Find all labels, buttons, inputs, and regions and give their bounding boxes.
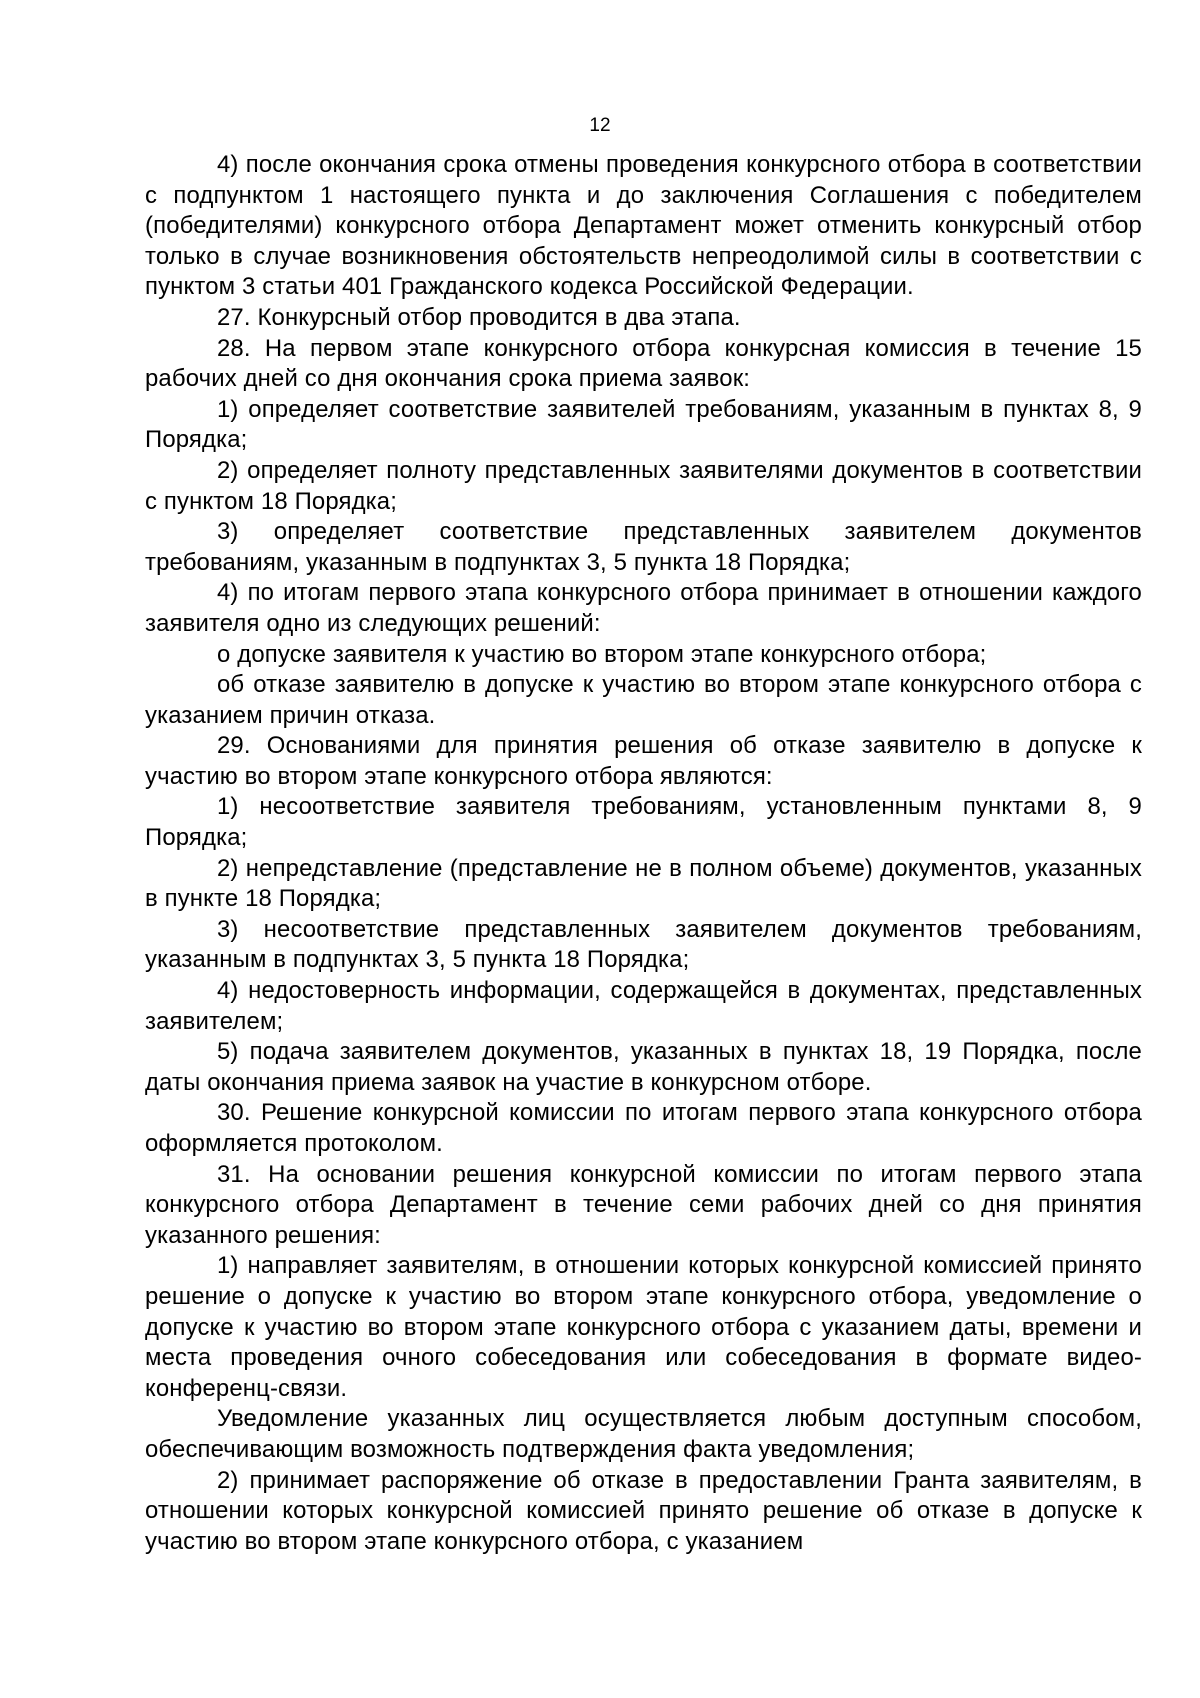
paragraph-31-notification: Уведомление указанных лиц осуществляется любым доступным способом, обеспечивающим возможность подтверждения факта уведомления; [145,1405,1142,1463]
document-body [145,150,1142,1557]
paragraph-28-item-3: 3) определяет соответствие представленных заявителем документов требованиям, указанным в подпунктах 3, 5 пункта 18 Порядка; [145,518,1142,576]
paragraph-30: 30. Решение конкурсной комиссии по итогам первого этапа конкурсного отбора оформляется протоколом. [145,1099,1142,1157]
paragraph-31-item-1: 1) направляет заявителям, в отношении которых конкурсной комиссией принято решение о допуске к участию во втором этапе конкурсного отбора, уведомление о допуске к участию во втором этапе конкурсного отбора с указанием даты, времени и места проведения очного собеседования или собеседования в формате видео-конференц-связи. [145,1252,1142,1402]
paragraph-28-item-2: 2) определяет полноту представленных заявителями документов в соответствии с пунктом 18 Порядка; [145,456,1142,515]
paragraph-27: 27. Конкурсный отбор проводится в два этапа. [217,303,741,331]
page-number: 12 [589,115,611,136]
paragraph-31-item-2: 2) принимает распоряжение об отказе в предоставлении Гранта заявителям, в отношении которых конкурсной комиссией принято решение об отказе в допуске к участию во втором этапе конкурсного отбора, с указанием [145,1466,1142,1555]
paragraph-28-item-1: 1) определяет соответствие заявителей требованиям, указанным в пунктах 8, 9 Порядка; [145,395,1142,454]
paragraph-29-item-3: 3) несоответствие представленных заявителем документов требованиям, указанным в подпунктах 3, 5 пункта 18 Порядка; [145,915,1142,974]
paragraph-28-decision-admit: о допуске заявителя к участию во втором этапе конкурсного отбора; [217,640,987,668]
paragraph-29-item-1: 1) несоответствие заявителя требованиям, установленным пунктами 8, 9 Порядка; [145,793,1142,852]
paragraph-29-item-4: 4) недостоверность информации, содержащейся в документах, представленных заявителем; [145,977,1142,1035]
paragraph-item-4-cancel-limit: 4) после окончания срока отмены проведения конкурсного отбора в соответствии с подпунктом 1 настоящего пункта и до заключения Соглашения с победителем (победителями) конкурсного отбора Департамент может отменить конкурсный отбор только в случае возникновения обстоятельств непреодолимой силы в соответствии с пунктом 3 статьи 401 Гражданского кодекса Российской Федерации. [145,151,1142,301]
paragraph-29: 29. Основаниями для принятия решения об отказе заявителю в допуске к участию во втором этапе конкурсного отбора являются: [145,732,1142,790]
paragraph-28-decision-refuse: об отказе заявителю в допуске к участию во втором этапе конкурсного отбора с указанием причин отказа. [145,671,1142,729]
paragraph-29-item-2: 2) непредставление (представление не в полном объеме) документов, указанных в пункте 18 Порядка; [145,854,1142,913]
paragraph-28-item-4: 4) по итогам первого этапа конкурсного отбора принимает в отношении каждого заявителя одно из следующих решений: [145,579,1142,637]
paragraph-31: 31. На основании решения конкурсной комиссии по итогам первого этапа конкурсного отбора Департамент в течение семи рабочих дней со дня принятия указанного решения: [145,1160,1142,1249]
paragraph-28: 28. На первом этапе конкурсного отбора конкурсная комиссия в течение 15 рабочих дней со дня окончания срока приема заявок: [145,334,1142,393]
paragraph-29-item-5: 5) подача заявителем документов, указанных в пунктах 18, 19 Порядка, после даты окончания приема заявок на участие в конкурсном отборе. [145,1038,1142,1096]
